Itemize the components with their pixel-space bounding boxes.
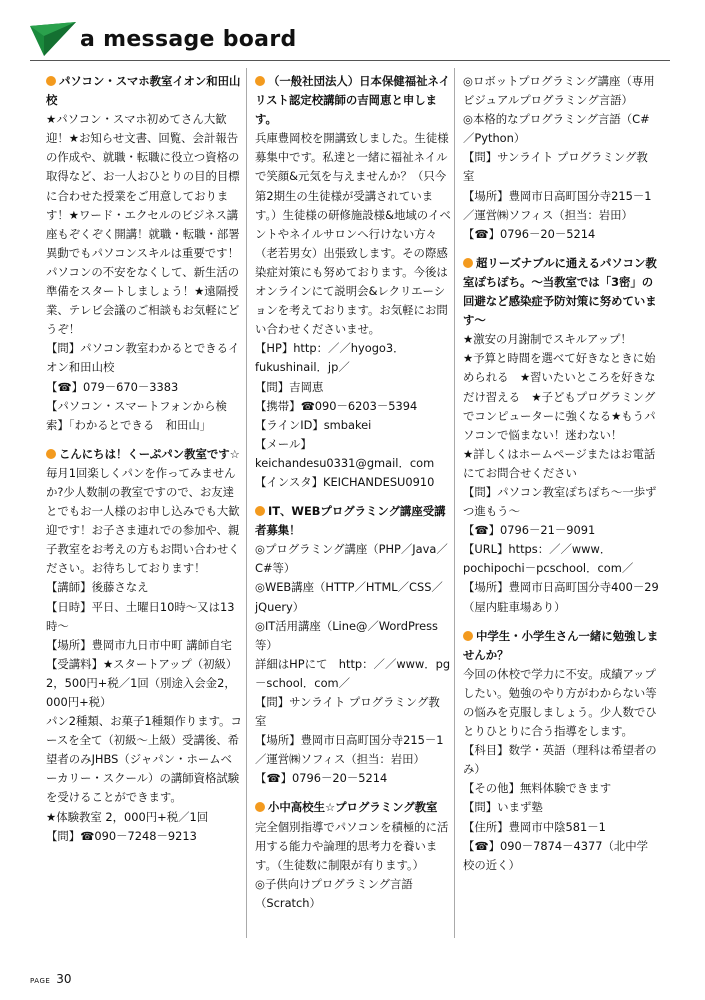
entry-line: ★予算と時間を選べて好きなときに始められる ★習いたいところを好きなだけ習える ★子どもプログラミングでコンピューターに強くなる★もうパソコンで悩まない！迷わない！ — [463, 351, 656, 442]
entry-line: 完全個別指導でパソコンを積極的に活用する能力や論理的思考力を養います。（生徒数に制限が有ります。） — [255, 819, 449, 872]
message-entry — [255, 502, 451, 788]
bullet-dot-icon — [463, 258, 473, 268]
page-footer — [30, 972, 72, 986]
entry-line: 【問】いまず塾 — [463, 800, 543, 815]
entry-title: （一般社団法人）日本保健福祉ネイリスト認定校講師の吉岡恵と申します。 — [255, 74, 451, 127]
entry-line: 【☎】090－7874－4377（北中学校の近く） — [463, 838, 649, 872]
entry-line: 【受講料】★スタートアップ（初級）2，500円+税／1回（別途入会金2，000円+税） — [46, 656, 238, 709]
entry-line: 兵庫豊岡校を開講致しました。生徒様募集中です。私達と一緒に福祉ネイルで笑顔&元気を与えませんか？（只今第2期生の生徒様が受講されています。）生徒様の研修施設様&地域のイベントやネイルサロンへ行けない方々（老若男女）出張致します。その際感染症対策にも努めております。今後はオンラインにて説明会&レクリエーションを考えております。お気軽にお問い合わせくださいませ。 — [255, 131, 451, 337]
entry-line: 【問】☎090－7248－9213 — [46, 828, 197, 843]
entry-line: 【パソコン・スマートフォンから検索】「わかるとできる 和田山」 — [46, 398, 227, 432]
entry-line: ★激安の月謝制でスキルアップ！ — [463, 332, 632, 347]
entry-line: ★体験教室 2，000円+税／1回 — [46, 809, 209, 824]
entry-line: 【問】吉岡恵 — [255, 379, 324, 394]
entry-line: ◎本格的なプログラミング言語（C#／Python） — [463, 112, 650, 146]
entry-line: ◎WEB講座（HTTP／HTML／CSS／jQuery） — [255, 580, 443, 614]
message-entry — [463, 627, 659, 875]
entry-line: 【☎】0796－20－5214 — [463, 226, 596, 241]
entry-line: 【URL】https：／／www．pochipochi－pcschool．com／ — [463, 542, 634, 576]
entry-line: ◎プログラミング講座（PHP／Java／C#等） — [255, 542, 448, 576]
entry-title: 小中高校生☆プログラミング教室 — [255, 798, 451, 817]
entry-line: 毎月1回楽しくパンを作ってみませんか?少人数制の教室ですので、お友達とでもお一人様のお申し込みでも大歓迎です！お子さま連れでの参加や、親子教室をお考えの方もお問い合わせください。お待ちしております！ — [46, 465, 240, 576]
entry-line: ◎IT活用講座（Line@／WordPress等） — [255, 618, 438, 652]
entry-line: 【場所】豊岡市日高町国分寺215－1／運営㈱ソフィス（担当：岩田） — [463, 188, 652, 222]
page-title: a message board — [80, 27, 297, 52]
entry-line: 【場所】豊岡市日高町国分寺400－29（屋内駐車場あり） — [463, 580, 659, 614]
entry-line: 【問】パソコン教室わかるとできるイオン和田山校 — [46, 341, 240, 375]
entry-title: こんにちは！くーぷパン教室です☆ — [46, 445, 242, 464]
entry-line: 【☎】0796－20－5214 — [255, 771, 388, 786]
paper-plane-icon — [30, 22, 76, 56]
entry-line: 【ラインID】smbakei — [255, 417, 372, 432]
entry-title: IT、WEBプログラミング講座受講者募集！ — [255, 504, 446, 538]
entry-line: ◎子供向けプログラミング言語（Scratch） — [255, 876, 413, 910]
entry-title: 中学生・小学生さん一緒に勉強しませんか？ — [463, 628, 659, 662]
entry-line: 【問】サンライト プログラミング教室 — [463, 150, 648, 184]
entry-title: 超リーズナブルに通えるパソコン教室ぽちぽち。～当教室では「3密」の回避など感染症予防対策に努めています～ — [463, 255, 657, 328]
column-divider — [454, 68, 455, 938]
entry-line: 【☎】0796－21－9091 — [463, 523, 596, 538]
page-number: 30 — [56, 972, 72, 986]
message-entry — [255, 72, 451, 492]
entry-line: 【メール】keichandesu0331@gmail．com — [255, 436, 435, 470]
entry-line: 【問】サンライト プログラミング教室 — [255, 695, 440, 729]
entry-line: 今回の休校で学力に不安。成績アップしたい。勉強のやり方がわからない等の悩みを克服しましょう。少人数でひとりひとりに合う指導をします。 — [463, 666, 657, 739]
message-entry — [463, 72, 659, 244]
entry-title: パソコン・スマホ教室イオン和田山校 — [46, 74, 241, 108]
bullet-dot-icon — [255, 506, 265, 516]
message-entry — [46, 72, 242, 435]
column-divider — [246, 68, 247, 938]
column-right — [463, 72, 659, 885]
bullet-dot-icon — [255, 802, 265, 812]
message-entry — [46, 445, 242, 846]
entry-line: 【講師】後藤さなえ — [46, 580, 149, 595]
entry-line: 【☎】079－670－3383 — [46, 379, 179, 394]
bullet-dot-icon — [46, 449, 56, 459]
entry-line: 【その他】無料体験できます — [463, 781, 612, 796]
entry-line: 詳細はHPにて http：／／www．pg－school．com／ — [255, 656, 451, 690]
bullet-dot-icon — [46, 76, 56, 86]
bullet-dot-icon — [463, 631, 473, 641]
entry-line: パン2種類、お菓子1種類作ります。コースを全て（初級～上級）受講後、希望者のみJHBS（ジャパン・ホームベーカリー・スクール）の講師資格試験を受けることができます。 — [46, 714, 242, 805]
page-label: PAGE — [30, 977, 51, 985]
entry-line: 【HP】http：／／hyogo3．fukushinail．jp／ — [255, 341, 405, 375]
entry-line: 【問】パソコン教室ぽちぽち～一歩ずつ進もう～ — [463, 484, 657, 519]
entry-line: ◎ロボットプログラミング講座（専用ビジュアルプログラミング言語） — [463, 74, 655, 108]
entry-line: 【日時】平日、土曜日10時～又は13時～ — [46, 599, 235, 633]
entry-line: 【インスタ】KEICHANDESU0910 — [255, 474, 435, 489]
bullet-dot-icon — [255, 76, 265, 86]
entry-line: 【携帯】☎090－6203－5394 — [255, 398, 418, 413]
entry-line: 【場所】豊岡市九日市中町 講師自宅 — [46, 637, 232, 652]
page-header — [0, 0, 705, 70]
column-left — [46, 72, 242, 856]
header-divider — [30, 60, 670, 61]
entry-line: 【場所】豊岡市日高町国分寺215－1／運営㈱ソフィス（担当：岩田） — [255, 733, 444, 767]
column-middle — [255, 72, 451, 923]
entry-line: 【科目】数学・英語（理科は希望者のみ） — [463, 743, 657, 777]
entry-line: ★パソコン・スマホ初めてさん大歓迎！★お知らせ文書、回覧、会計報告の作成や、就職・転職に役立つ資格の取得など、お一人おひとりの目的目標に合わせた授業をご用意しております！★ワード・エクセルのビジネス講座もぞくぞく開講！就職・転職・部署異動でもパソコンスキルは重要です！パソコンの不安をなくして、新生活の準備をスタートしましょう！★遠隔授業、テレビ会議のご相談もお気軽にどうぞ！ — [46, 112, 240, 337]
message-entry — [255, 798, 451, 913]
entry-line: 【住所】豊岡市中陰581－1 — [463, 819, 606, 834]
entry-line: ★詳しくはホームページまたはお電話にてお問合せください — [463, 446, 656, 480]
message-entry — [463, 254, 659, 617]
